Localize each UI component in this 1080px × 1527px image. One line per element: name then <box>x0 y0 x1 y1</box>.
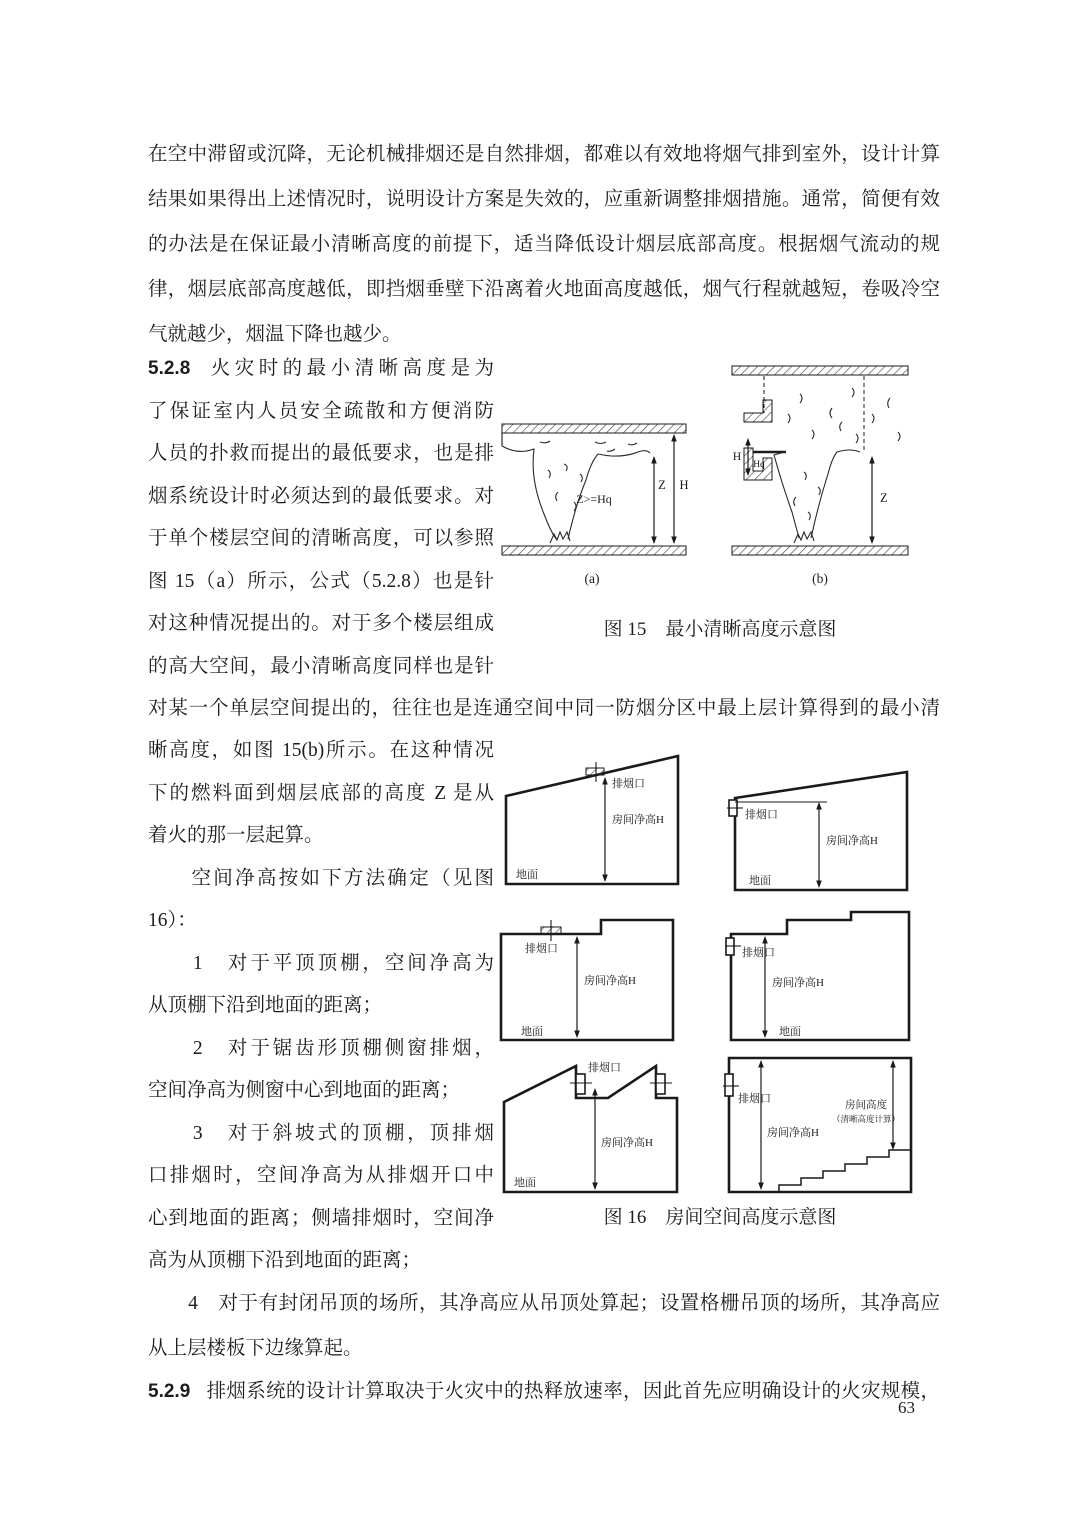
dimension-arrow-room-height <box>890 1060 896 1150</box>
ground-label: 地面 <box>749 875 771 887</box>
label-z-ge-hq: Z>=Hq <box>576 492 612 506</box>
body-line: 烟系统设计时必须达到的最低要求。对 <box>148 486 494 507</box>
figure15-min-clear-height-diagram <box>500 352 940 610</box>
dimension-arrow-z <box>651 456 657 544</box>
ground-label: 地面 <box>514 1177 536 1189</box>
ceiling-slab <box>732 366 908 375</box>
figure15-caption: 图 15 最小清晰高度示意图 <box>603 619 837 640</box>
section-528-heading-line <box>148 355 494 382</box>
body-line: 对某一个单层空间提出的，往往也是连通空间中同一防烟分区中最上层计算得到的最小清 <box>148 698 940 719</box>
body-line: 4 对于有封闭吊顶的场所，其净高应从吊顶处算起；设置格栅吊顶的场所，其净高应 <box>148 1293 940 1314</box>
ground-label: 地面 <box>516 869 538 881</box>
body-line: 从上层楼板下边缘算起。 <box>148 1338 363 1359</box>
section-number: 5.2.9 <box>148 1381 191 1402</box>
body-line: 人员的扑救而提出的最低要求，也是排 <box>148 443 494 464</box>
floor-slab <box>502 546 686 555</box>
room-height-note: （清晰高度计算） <box>831 1114 901 1124</box>
body-line: 下的燃料面到烟层底部的高度 Z 是从 <box>148 783 494 804</box>
body-line: 于单个楼层空间的清晰高度，可以参照 <box>148 528 494 549</box>
body-line: 了保证室内人员安全疏散和方便消防 <box>148 401 494 422</box>
ground-label: 地面 <box>521 1026 543 1038</box>
body-line: 心到地面的距离；侧墙排烟时，空间净 <box>148 1208 494 1229</box>
fig16-room-with-stairs <box>723 1046 918 1201</box>
sublabel-a: (a) <box>584 571 600 586</box>
clear-height-label: 房间净高H <box>612 814 664 826</box>
room-height-label: 房间高度 <box>845 1100 887 1111</box>
body-line: 1 对于平顶顶棚，空间净高为 <box>148 953 494 974</box>
heading-text: 火灾时的最小清晰高度是为 <box>206 358 494 379</box>
label-h: H <box>732 451 742 463</box>
balcony-upper-slab <box>744 400 772 422</box>
figure16-caption: 图 16 房间空间高度示意图 <box>603 1207 837 1228</box>
stairs <box>779 1150 911 1192</box>
fig15-a <box>502 424 689 586</box>
label-z: Z <box>658 478 666 492</box>
section-number: 5.2.8 <box>148 358 191 379</box>
dimension-arrow-height <box>574 936 580 1038</box>
label-h: H <box>679 478 689 492</box>
body-line: 3 对于斜坡式的顶棚，顶排烟 <box>148 1123 494 1144</box>
clear-height-label: 房间净高H <box>826 835 878 847</box>
vent-label: 排烟口 <box>738 1093 771 1105</box>
clear-height-label: 房间净高H <box>584 975 636 987</box>
body-line: 2 对于锯齿形顶棚侧窗排烟， <box>148 1038 494 1059</box>
smoke-plume <box>774 388 900 543</box>
body-line: 的办法是在保证最小清晰高度的前提下，适当降低设计烟层底部高度。根据烟气流动的规 <box>148 234 940 255</box>
ceiling-slab <box>502 424 686 433</box>
sublabel-b: (b) <box>812 571 828 586</box>
smoke-vent <box>586 768 604 775</box>
fig16-room-stepped-roof-vent <box>497 906 687 1048</box>
vent-label: 排烟口 <box>612 778 645 790</box>
smoke-vent <box>725 1074 733 1096</box>
dimension-arrow-z <box>869 456 875 544</box>
clear-height-label: 房间净高H <box>772 977 824 989</box>
smoke-vent <box>656 1074 665 1094</box>
body-line: 气就越少，烟温下降也越少。 <box>148 324 402 345</box>
vent-label: 排烟口 <box>588 1062 621 1074</box>
body-line: 的高大空间，最小清晰高度同样也是针 <box>148 656 494 677</box>
fig16-room-sloped-roof-vent <box>500 746 690 898</box>
body-line: 图 15（a）所示，公式（5.2.8）也是针 <box>148 571 494 592</box>
body-line: 空间净高按如下方法确定（见图 <box>148 868 494 889</box>
clear-height-label: 房间净高H <box>767 1127 819 1139</box>
dimension-arrow-clear-height <box>758 1060 764 1190</box>
body-line: 高为从顶棚下沿到地面的距离； <box>148 1250 422 1271</box>
clear-height-label: 房间净高H <box>601 1137 653 1149</box>
body-line: 结果如果得出上述情况时，说明设计方案是失效的，应重新调整排烟措施。通常，简便有效 <box>148 189 940 210</box>
label-z: Z <box>880 491 888 505</box>
body-line: 口排烟时，空间净高为从排烟开口中 <box>148 1165 494 1186</box>
dimension-arrow-h <box>671 434 677 544</box>
body-line: 晰高度，如图 15(b)所示。在这种情况 <box>148 740 494 761</box>
body-line: 在空中滞留或沉降，无论机械排烟还是自然排烟，都难以有效地将烟气排到室外，设计计算 <box>148 144 940 165</box>
dimension-arrow-height <box>602 777 608 882</box>
label-hq: Hq <box>753 460 765 470</box>
vent-label: 排烟口 <box>742 947 775 959</box>
body-line: 从顶棚下沿到地面的距离； <box>148 995 383 1016</box>
body-line: 16）： <box>148 910 197 931</box>
dimension-arrow-height <box>816 802 822 888</box>
vent-label: 排烟口 <box>745 809 778 821</box>
fig16-room-sloped-wall-vent <box>727 758 917 903</box>
page-number: 63 <box>898 1398 915 1417</box>
section-529-heading-line <box>148 1378 940 1405</box>
dimension-arrow-height <box>592 1088 598 1190</box>
heading-text: 排烟系统的设计计算取决于火灾中的热释放速率，因此首先应明确设计的火灾规模， <box>206 1381 940 1402</box>
body-line: 着火的那一层起算。 <box>148 825 324 846</box>
fig15-b <box>732 366 908 586</box>
floor-slab <box>732 546 908 555</box>
smoke-vent <box>576 1074 585 1094</box>
vent-label: 排烟口 <box>525 943 558 955</box>
fig16-room-sawtooth-roof <box>500 1050 690 1200</box>
body-line: 律，烟层底部高度越低，即挡烟垂壁下沿离着火地面高度越低，烟气行程就越短，卷吸冷空 <box>148 279 940 300</box>
body-line: 空间净高为侧窗中心到地面的距离； <box>148 1080 461 1101</box>
body-line: 对这种情况提出的。对于多个楼层组成 <box>148 613 494 634</box>
fig16-room-stepped-wall-vent <box>725 906 917 1048</box>
ground-label: 地面 <box>779 1026 801 1038</box>
